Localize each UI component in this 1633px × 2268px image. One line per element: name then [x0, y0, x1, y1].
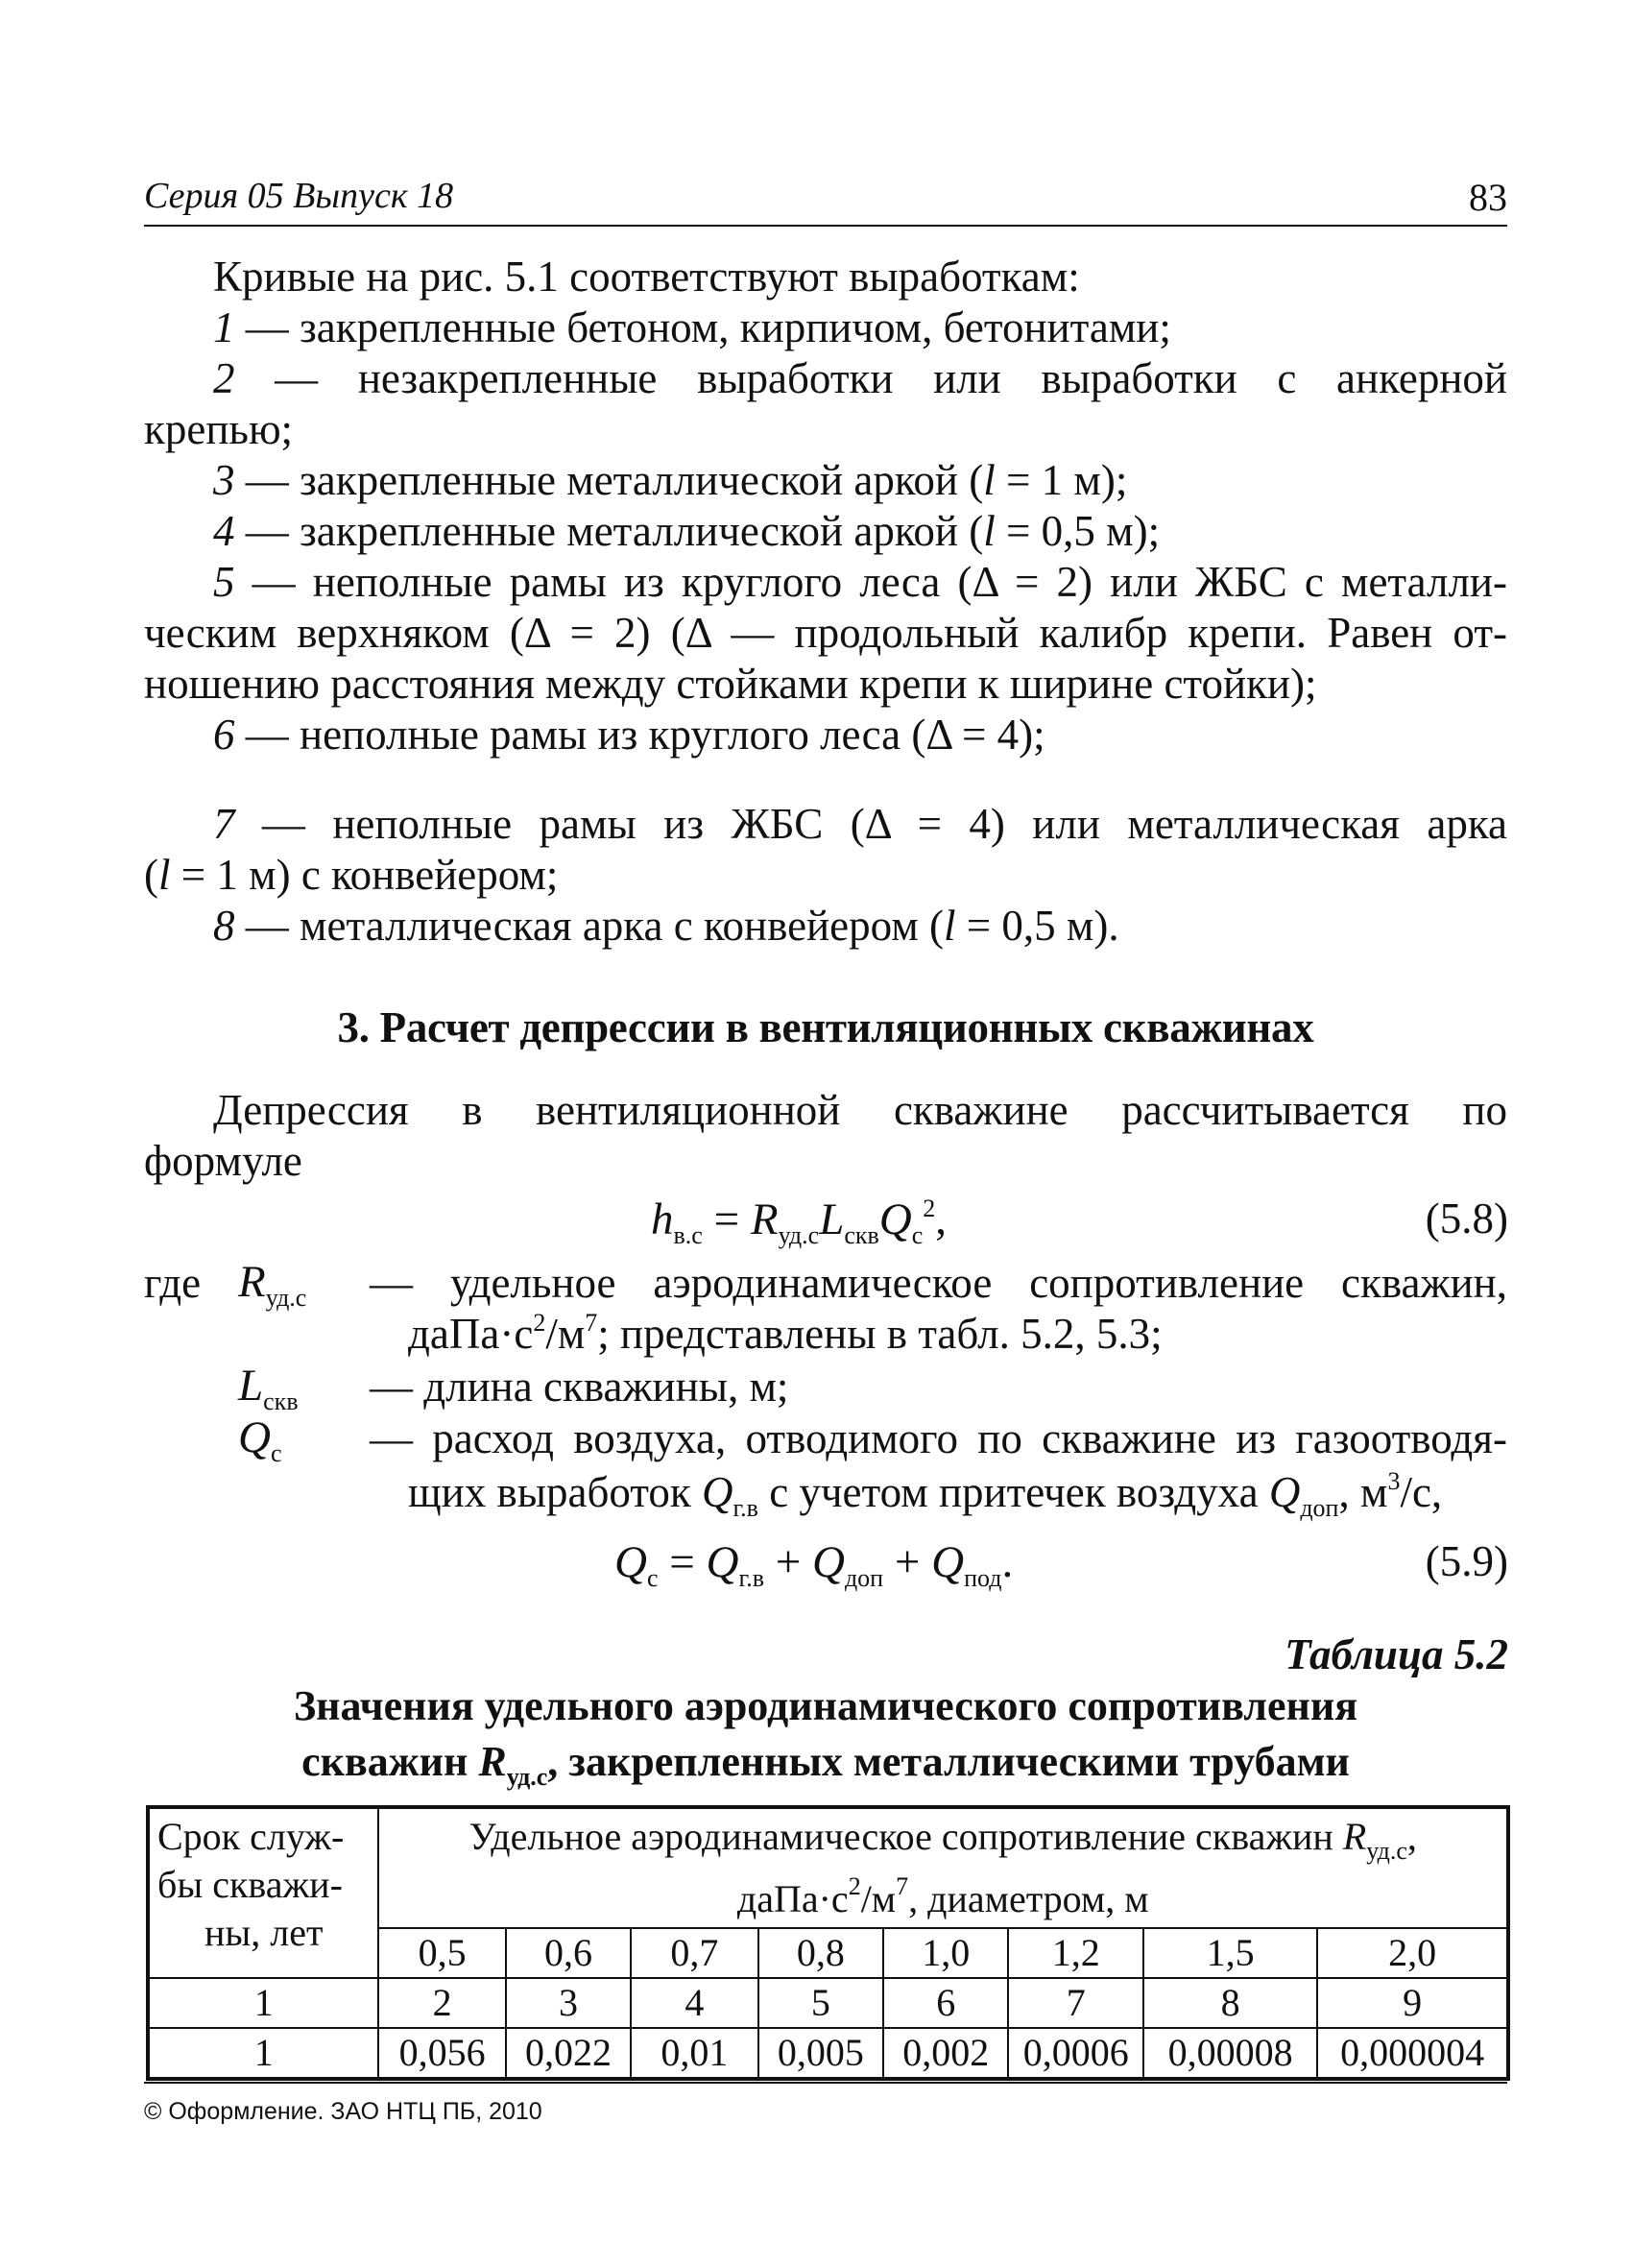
legend-text: щих выработок $Q_{г.в}$ с учетом притечек воздуха $Q_{доп}$, $м^3/с$, [408, 1467, 1443, 1522]
column-number: 1 [148, 1978, 378, 2028]
table-row [148, 2028, 1508, 2079]
table-title-line: скважин $R_{уд.с}$, закрепленных металлическими трубами [301, 1738, 1350, 1791]
diameter-cell: 0,5 [378, 1928, 505, 1978]
list-item-continuation: ношению расстояния между стойками крепи к ширине стойки); [144, 660, 1317, 708]
footer-divider [144, 2082, 1507, 2084]
footer-copyright: © Оформление. ЗАО НТЦ ПБ, 2010 [144, 2098, 542, 2125]
equation-number: (5.9) [1425, 1537, 1508, 1585]
column-number: 5 [758, 1978, 883, 2028]
column-number: 2 [378, 1978, 505, 2028]
legend-text: — расход воздуха, отводимого по скважине из газоотводя- [370, 1414, 1507, 1462]
intro-line: Кривые на рис. 5.1 соответствуют выработкам: [213, 253, 1080, 301]
column-number-row [148, 1978, 1508, 2028]
list-item: 4 — закрепленные металлической аркой (l = 0,5 м); [213, 507, 1161, 555]
diameter-cell: 2,0 [1317, 1928, 1508, 1978]
list-item: 7 — неполные рамы из ЖБС (Δ = 4) или металлическая арка [213, 800, 1507, 848]
column-number: 9 [1317, 1978, 1508, 2028]
column-number: 7 [1008, 1978, 1143, 2028]
table-cell: 0,022 [506, 2028, 631, 2079]
formula-5-8: $h_{в.с} = R_{уд.с}L_{скв}Q_с^2$, [651, 1194, 948, 1249]
list-item: 5 — неполные рамы из круглого леса (Δ = 2) или ЖБС с металли- [213, 558, 1507, 606]
list-item-continuation: ческим верхняком (Δ = 2) (Δ — продольный калибр крепи. Равен от- [144, 609, 1507, 657]
table-cell: 0,002 [883, 2028, 1008, 2079]
running-header [144, 175, 1507, 227]
diameter-cell: 1,0 [883, 1928, 1008, 1978]
table-cell: 0,01 [631, 2028, 757, 2079]
series-label: Серия 05 Выпуск 18 [144, 176, 454, 216]
section-title: 3. Расчет депрессии в вентиляционных скважинах [337, 1003, 1314, 1051]
table-cell: 0,00008 [1143, 2028, 1317, 2079]
table-cell: 0,056 [378, 2028, 505, 2079]
list-item: 8 — металлическая арка с конвейером (l = 0,5 м). [213, 902, 1119, 950]
legend-text: $даПа\cdot с^2/м^7$; представлены в табл. 5.2, 5.3; [408, 1309, 1163, 1358]
diameter-cell: 0,8 [758, 1928, 883, 1978]
legend-symbol: $L_{скв}$ [238, 1361, 299, 1415]
paragraph-line: формуле [144, 1137, 302, 1185]
legend-symbol: $Q_с$ [238, 1412, 282, 1467]
table-header-row [148, 1807, 1508, 1928]
list-item-continuation: крепью; [144, 405, 294, 453]
column-number: 4 [631, 1978, 757, 2028]
column-number: 8 [1143, 1978, 1317, 2028]
service-life-header: Срок служ- бы скважи- ны, лет [148, 1807, 378, 1978]
diameter-cell: 1,2 [1008, 1928, 1143, 1978]
column-number: 3 [506, 1978, 631, 2028]
table-cell: 0,005 [758, 2028, 883, 2079]
legend-text: — удельное аэродинамическое сопротивление скважин, [370, 1259, 1507, 1307]
equation-number: (5.8) [1425, 1194, 1508, 1243]
table-title-line: Значения удельного аэродинамического сопротивления [293, 1682, 1358, 1729]
table-cell: 0,0006 [1008, 2028, 1143, 2079]
list-item: 2 — незакрепленные выработки или выработки с анкерной [213, 354, 1507, 402]
list-item: 3 — закрепленные металлической аркой (l = 1 м); [213, 456, 1128, 504]
table-cell: 0,000004 [1317, 2028, 1508, 2079]
list-item-continuation: (l = 1 м) с конвейером; [144, 851, 559, 899]
column-number: 6 [883, 1978, 1008, 2028]
list-item: 1 — закрепленные бетоном, кирпичом, бетонитами; [213, 303, 1171, 351]
diameter-cell: 0,6 [506, 1928, 631, 1978]
legend-text: — длина скважины, м; [370, 1363, 789, 1411]
table-cell: 1 [148, 2028, 378, 2079]
resistance-group-header: Удельное аэродинамическое сопротивление скважин $R_{уд.с}$, $даПа\cdot с^2/м^7$, диаметром, м [378, 1807, 1508, 1928]
diameter-cell: 1,5 [1143, 1928, 1317, 1978]
table-label: Таблица 5.2 [1285, 1630, 1508, 1678]
where-label: где [144, 1259, 202, 1307]
list-item: 6 — неполные рамы из круглого леса (Δ = 4); [213, 711, 1045, 759]
formula-5-9: $Q_с = Q_{г.в} + Q_{доп} + Q_{под}$. [614, 1537, 1014, 1592]
page-number: 83 [1469, 176, 1507, 219]
paragraph-line: Депрессия в вентиляционной скважине рассчитывается по [213, 1086, 1507, 1134]
legend-symbol: $R_{уд.с}$ [238, 1257, 307, 1312]
data-table [146, 1805, 1510, 2081]
diameter-cell: 0,7 [631, 1928, 757, 1978]
